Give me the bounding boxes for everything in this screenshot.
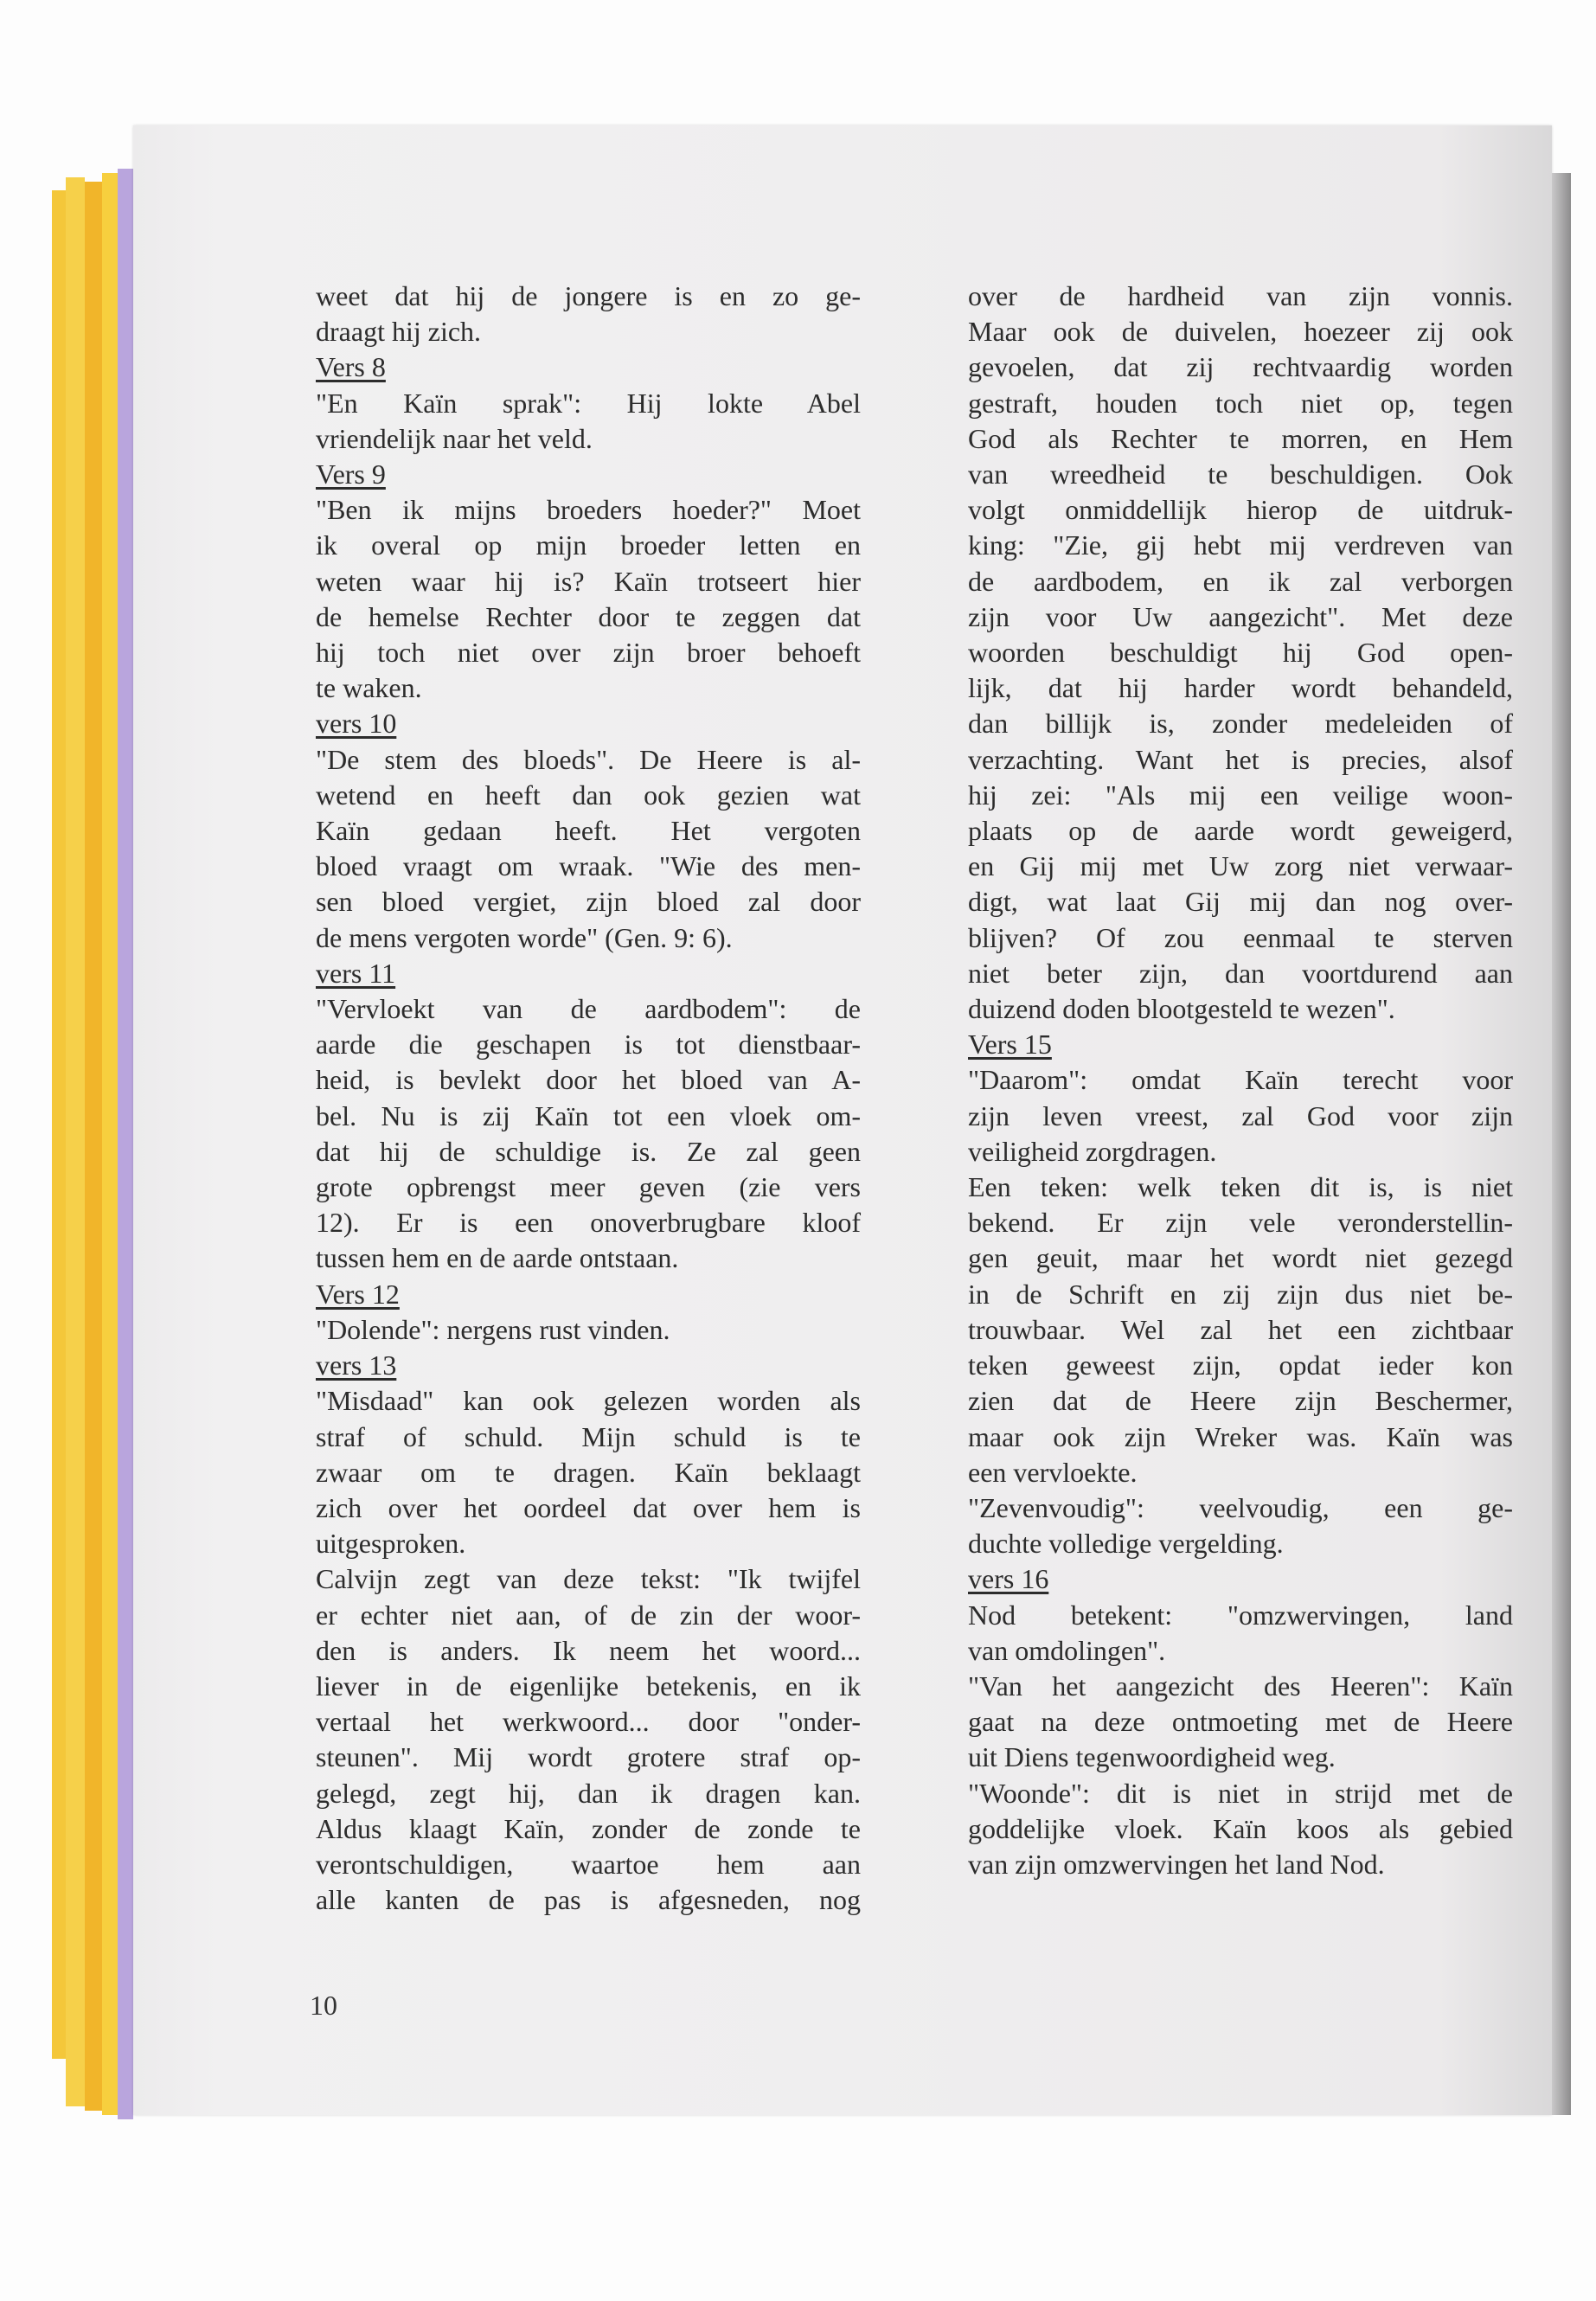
text-line: zwaar om te dragen. Kaïn beklaagt (316, 1456, 861, 1488)
text-line: de mens vergoten worde" (Gen. 9: 6). (316, 921, 733, 953)
text-line: er echter niet aan, of de zin der woor- (316, 1599, 861, 1631)
text-line: "Daarom": omdat Kaïn terecht voor (968, 1064, 1513, 1096)
text-line: Calvijn zegt van deze tekst: "Ik twijfel (316, 1563, 861, 1595)
text-line: van zijn omzwervingen het land Nod. (968, 1848, 1385, 1880)
text-line: vriendelijk naar het veld. (316, 422, 593, 454)
text-line: zijn leven vreest, zal God voor zijn (968, 1099, 1513, 1131)
text-line: verontschuldigen, waartoe hem aan (316, 1848, 861, 1880)
page-edge-yellow-4 (102, 173, 118, 2115)
text-line: "De stem des bloeds". De Heere is al- (316, 743, 861, 775)
text-line: 12). Er is een onoverbrugbare kloof (316, 1207, 861, 1239)
text-line: king: "Zie, gij hebt mij verdreven van (968, 529, 1513, 561)
text-line: maar ook zijn Wreker was. Kaïn was (968, 1420, 1513, 1452)
text-line: dan billijk is, zonder medeleiden of (968, 708, 1513, 740)
text-line: gaat na deze ontmoeting met de Heere (968, 1706, 1513, 1738)
text-line: gelegd, zegt hij, dan ik dragen kan. (316, 1777, 861, 1809)
page-edge-lavender (118, 169, 133, 2119)
text-line: bloed vraagt om wraak. "Wie des men- (316, 850, 861, 882)
text-line: hij toch niet over zijn broer behoeft (316, 637, 861, 669)
text-line: een vervloekte. (968, 1456, 1138, 1488)
text-line: weet dat hij de jongere is en zo ge- (316, 280, 861, 311)
text-line: verzachting. Want het is precies, alsof (968, 743, 1513, 775)
page-number: 10 (310, 1990, 337, 2021)
verse-heading: Vers 9 (316, 458, 386, 490)
text-line: Nod betekent: "omzwervingen, land (968, 1599, 1513, 1631)
text-line: niet beter zijn, dan voortdurend aan (968, 957, 1513, 989)
text-line: vertaal het werkwoord... door "onder- (316, 1706, 861, 1738)
text-line: van wreedheid te beschuldigen. Ook (968, 458, 1513, 490)
text-line: "Vervloekt van de aardbodem": de (316, 993, 861, 1025)
text-line: digt, wat laat Gij mij dan nog over- (968, 886, 1513, 918)
verse-heading: vers 10 (316, 708, 397, 740)
text-line: gestraft, houden toch niet op, tegen (968, 387, 1513, 419)
text-line: aarde die geschapen is tot dienstbaar- (316, 1029, 861, 1061)
text-line: duchte volledige vergelding. (968, 1528, 1284, 1560)
text-line: ik overal op mijn broeder letten en (316, 529, 861, 561)
text-line: veiligheid zorgdragen. (968, 1135, 1217, 1167)
text-line: Aldus klaagt Kaïn, zonder de zonde te (316, 1812, 861, 1844)
text-line: over de hardheid van zijn vonnis. (968, 280, 1513, 311)
text-line: Maar ook de duivelen, hoezeer zij ook (968, 316, 1513, 348)
text-line: liever in de eigenlijke betekenis, en ik (316, 1670, 861, 1702)
text-line: straf of schuld. Mijn schuld is te (316, 1420, 861, 1452)
text-line: "Zevenvoudig": veelvoudig, een ge- (968, 1491, 1513, 1523)
text-line: plaats op de aarde wordt geweigerd, (968, 815, 1513, 847)
text-line: den is anders. Ik neem het woord... (316, 1634, 861, 1666)
text-line: de aardbodem, en ik zal verborgen (968, 565, 1513, 597)
text-line: "Van het aangezicht des Heeren": Kaïn (968, 1670, 1513, 1702)
text-line: draagt hij zich. (316, 316, 482, 348)
right-text-column (968, 279, 1513, 1882)
text-line: van omdolingen". (968, 1634, 1166, 1666)
text-line: zijn voor Uw aangezicht". Met deze (968, 600, 1513, 632)
text-line: bel. Nu is zij Kaïn tot een vloek om- (316, 1099, 861, 1131)
verse-heading: Vers 15 (968, 1029, 1052, 1061)
text-line: "Dolende": nergens rust vinden. (316, 1313, 670, 1345)
text-line: hij zei: "Als mij een veilige woon- (968, 779, 1513, 811)
text-line: volgt onmiddellijk hierop de uitdruk- (968, 494, 1513, 526)
text-line: Kaïn gedaan heeft. Het vergoten (316, 815, 861, 847)
text-line: "Woonde": dit is niet in strijd met de (968, 1777, 1513, 1809)
text-line: God als Rechter te morren, en Hem (968, 422, 1513, 454)
text-line: heid, is bevlekt door het bloed van A- (316, 1064, 861, 1096)
text-line: "Misdaad" kan ook gelezen worden als (316, 1385, 861, 1417)
text-line: wetend en heeft dan ook gezien wat (316, 779, 861, 811)
text-line: zich over het oordeel dat over hem is (316, 1491, 861, 1523)
text-line: Een teken: welk teken dit is, is niet (968, 1171, 1513, 1203)
text-line: uitgesproken. (316, 1528, 466, 1560)
text-line: zien dat de Heere zijn Beschermer, (968, 1385, 1513, 1417)
text-line: in de Schrift en zij zijn dus niet be- (968, 1278, 1513, 1310)
verse-heading: Vers 12 (316, 1278, 400, 1310)
text-line: gen geuit, maar het wordt niet gezegd (968, 1242, 1513, 1274)
text-line: uit Diens tegenwoordigheid weg. (968, 1741, 1336, 1773)
text-line: "En Kaïn sprak": Hij lokte Abel (316, 387, 861, 419)
text-line: sen bloed vergiet, zijn bloed zal door (316, 886, 861, 918)
text-line: te waken. (316, 672, 422, 704)
text-line: tussen hem en de aarde ontstaan. (316, 1242, 679, 1274)
verse-heading: vers 13 (316, 1349, 397, 1381)
text-line: teken geweest zijn, opdat ieder kon (968, 1349, 1513, 1381)
text-line: en Gij mij met Uw zorg niet verwaar- (968, 850, 1513, 882)
page-edge-yellow-2 (66, 177, 85, 2106)
text-line: grote opbrengst meer geven (zie vers (316, 1171, 861, 1203)
page-right-edge-shadow (1552, 173, 1571, 2115)
text-line: woorden beschuldigt hij God open- (968, 637, 1513, 669)
text-line: gevoelen, dat zij rechtvaardig worden (968, 351, 1513, 383)
text-line: duizend doden blootgesteld te wezen". (968, 993, 1395, 1025)
text-line: blijven? Of zou eenmaal te sterven (968, 921, 1513, 953)
verse-heading: Vers 8 (316, 351, 386, 383)
text-line: lijk, dat hij harder wordt behandeld, (968, 672, 1513, 704)
text-line: bekend. Er zijn vele veronderstellin- (968, 1207, 1513, 1239)
page-edge-yellow-3 (85, 182, 102, 2111)
verse-heading: vers 16 (968, 1563, 1049, 1595)
text-line: weten waar hij is? Kaïn trotseert hier (316, 565, 861, 597)
text-line: de hemelse Rechter door te zeggen dat (316, 600, 861, 632)
text-line: alle kanten de pas is afgesneden, nog (316, 1884, 861, 1916)
verse-heading: vers 11 (316, 957, 396, 989)
text-line: goddelijke vloek. Kaïn koos als gebied (968, 1812, 1513, 1844)
text-line: dat hij de schuldige is. Ze zal geen (316, 1135, 861, 1167)
page-edge-yellow-1 (52, 190, 66, 2059)
text-line: steunen". Mij wordt grotere straf op- (316, 1741, 861, 1773)
text-line: "Ben ik mijns broeders hoeder?" Moet (316, 494, 861, 526)
text-line: trouwbaar. Wel zal het een zichtbaar (968, 1313, 1513, 1345)
left-text-column (316, 279, 861, 1918)
